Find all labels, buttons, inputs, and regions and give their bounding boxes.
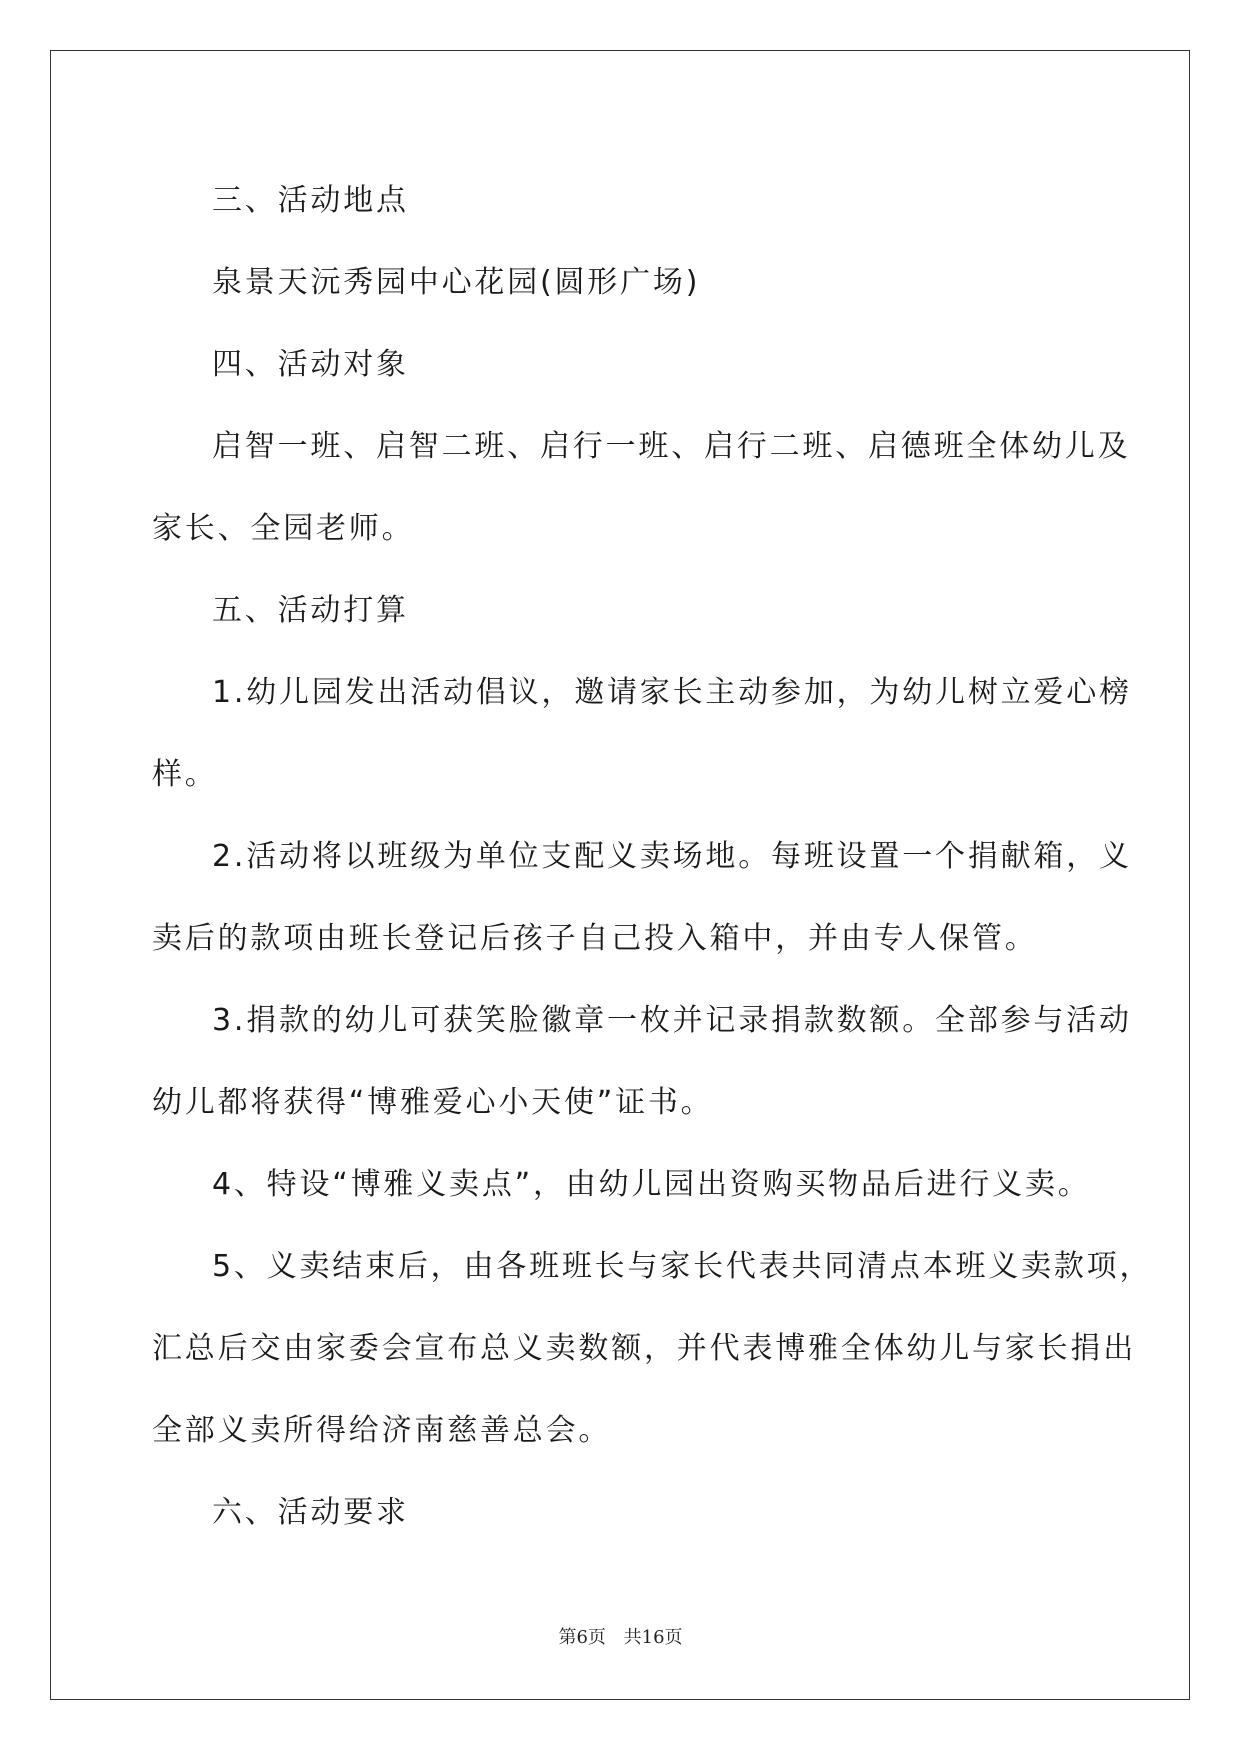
- section-heading-location: 三、活动地点: [212, 183, 409, 218]
- plan-item-1-line-2: 样。: [152, 757, 218, 792]
- plan-item-2-line-1: 2.活动将以班级为单位支配义卖场地。每班设置一个捐献箱，义: [212, 839, 1132, 874]
- plan-item-3-line-1: 3.捐款的幼儿可获笑脸徽章一枚并记录捐款数额。全部参与活动: [212, 1003, 1132, 1038]
- section-heading-plan: 五、活动打算: [212, 593, 409, 628]
- paragraph-location: 泉景天沅秀园中心花园(圆形广场): [212, 265, 701, 300]
- page-total: 共16页: [623, 1627, 683, 1648]
- plan-item-3-line-2: 幼儿都将获得“博雅爱心小天使”证书。: [152, 1085, 714, 1120]
- plan-item-5-line-1: 5、义卖结束后，由各班班长与家长代表共同清点本班义卖款项，: [212, 1249, 1153, 1284]
- plan-item-4: 4、特设“博雅义卖点”，由幼儿园出资购买物品后进行义卖。: [212, 1167, 1091, 1202]
- document-body: [152, 160, 1153, 1554]
- plan-item-5-line-2: 汇总后交由家委会宣布总义卖数额，并代表博雅全体幼儿与家长捐出: [152, 1331, 1136, 1366]
- paragraph-participants-line-1: 启智一班、启智二班、启行一班、启行二班、启德班全体幼儿及: [212, 429, 1131, 464]
- paragraph-participants-line-2: 家长、全园老师。: [152, 511, 415, 546]
- plan-item-5-line-3: 全部义卖所得给济南慈善总会。: [152, 1413, 612, 1448]
- page-number: 第6页: [558, 1627, 606, 1648]
- section-heading-participants: 四、活动对象: [212, 347, 409, 382]
- section-heading-requirements: 六、活动要求: [212, 1495, 409, 1530]
- plan-item-1-line-1: 1.幼儿园发出活动倡议，邀请家长主动参加，为幼儿树立爱心榜: [212, 675, 1132, 710]
- page-footer: [0, 1623, 1241, 1649]
- plan-item-2-line-2: 卖后的款项由班长登记后孩子自己投入箱中，并由专人保管。: [152, 921, 1038, 956]
